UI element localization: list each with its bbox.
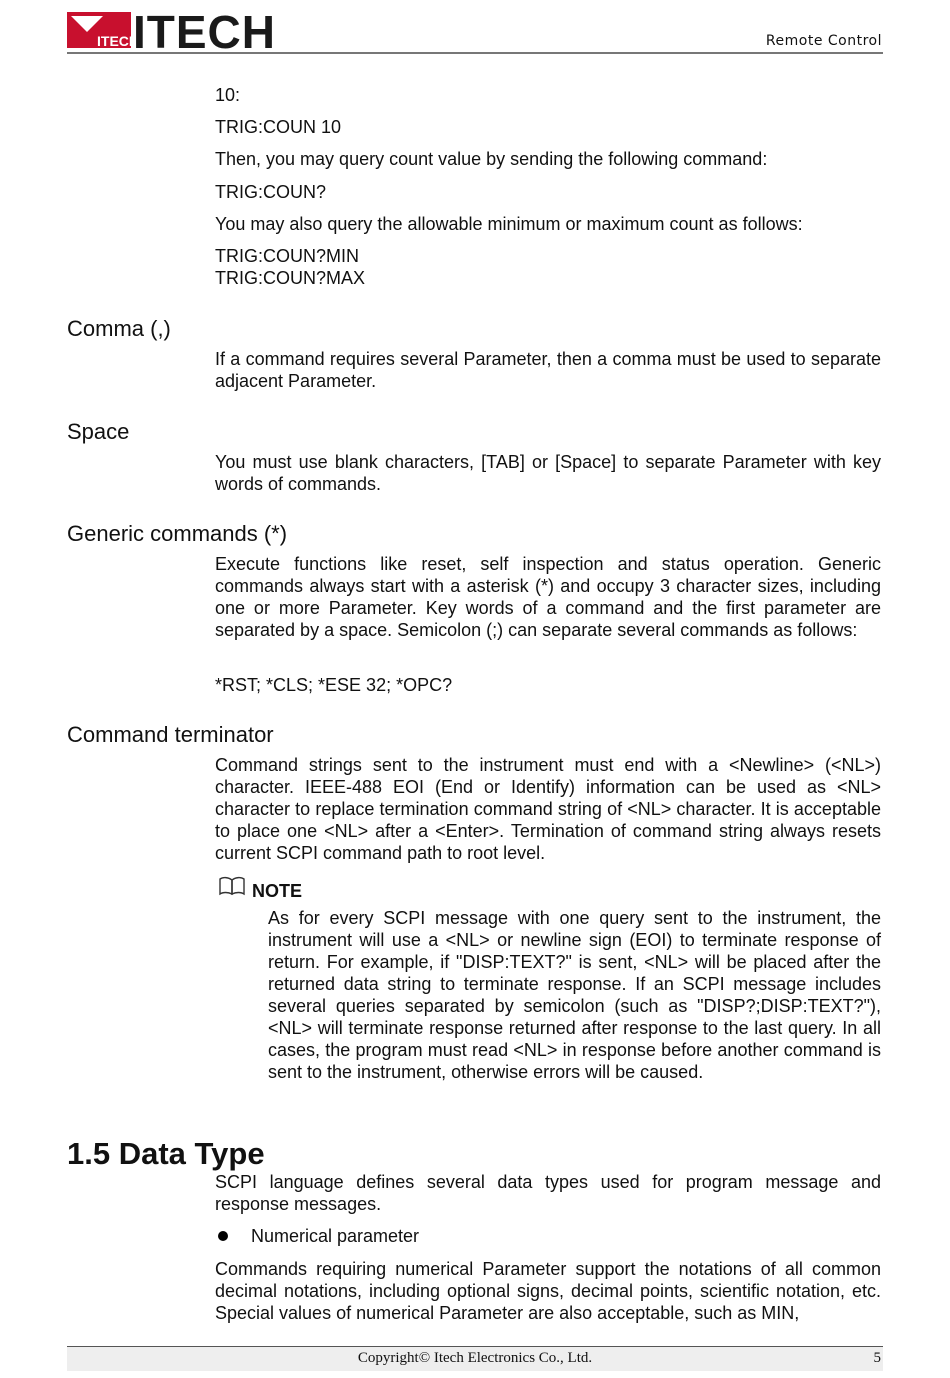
header-divider [67,52,883,54]
paragraph-comma: If a command requires several Parameter, then a comma must be used to separate adjacent Parameter. [215,349,881,391]
note-paragraph: As for every SCPI message with one query sent to the instrument, the instrument will use a <NL> or newline sign (EOI) to terminate response of return. For example, if "DISP:TEXT?" is sent, <NL> will be placed after the returned data string to terminate response. If an SCPI message includes several queries separated by semicolon (such as "DISP?;DISP:TEXT?"), <NL> will terminate response returned after response to the last query. In all cases, the program must read <NL> in response before another command is sent to the instrument, otherwise errors will be caused. [268,908,881,1082]
header-title: Remote Control [765,33,882,49]
page-footer [67,1346,883,1371]
heading-comma: Comma (,) [67,316,171,341]
bullet-item: Numerical parameter [251,1226,420,1246]
heading-command-terminator: Command terminator [67,722,274,747]
text-line: Then, you may query count value by sending the following command: [215,149,768,169]
paragraph-space: You must use blank characters, [TAB] or [Space] to separate Parameter with key words of commands. [215,452,881,494]
text-line: You may also query the allowable minimum or maximum count as follows: [215,214,803,234]
svg-text:ITECH: ITECH [133,8,276,52]
code-line: TRIG:COUN?MAX [215,268,366,288]
heading-space: Space [67,419,130,444]
code-line: TRIG:COUN 10 [215,117,342,137]
code-line: TRIG:COUN?MIN [215,246,359,266]
code-line: TRIG:COUN? [215,182,327,202]
paragraph-generic-commands: Execute functions like reset, self inspection and status operation. Generic commands always start with a asterisk (*) and occupy 3 character sizes, including one or more Parameter. Key words of a command and the first parameter are separated by a space. Semicolon (;) can separate several commands as follows: [215,554,881,640]
section-title: 1.5 Data Type [67,1136,265,1171]
page-header [0,0,950,60]
text-line: 10: [215,85,241,105]
bullet-icon [218,1231,228,1241]
paragraph-numerical: Commands requiring numerical Parameter support the notations of all common decimal notations, including optional signs, decimal points, scientific notation, etc. Special values of numerical Parameter are also acceptable, such as MIN, [215,1259,881,1323]
note-label: NOTE [252,881,303,901]
footer-copyright: Copyright© Itech Electronics Co., Ltd. [357,1350,593,1366]
paragraph-command-terminator: Command strings sent to the instrument must end with a <Newline> (<NL>) character. IEEE-488 EOI (End or Identify) information can be used as <NL> character to replace termination command string of <NL> character. It is acceptable to place one <NL> after a <Enter>. Termination of command string always resets current SCPI command path to root level. [215,755,881,863]
paragraph-data-type: SCPI language defines several data types used for program message and response messages. [215,1172,881,1214]
code-line: *RST; *CLS; *ESE 32; *OPC? [215,675,453,695]
heading-generic-commands: Generic commands (*) [67,521,288,546]
itech-logo [67,8,299,52]
svg-text:ITECH: ITECH [97,33,139,49]
book-icon [219,876,245,896]
page-number: 5 [873,1350,881,1366]
